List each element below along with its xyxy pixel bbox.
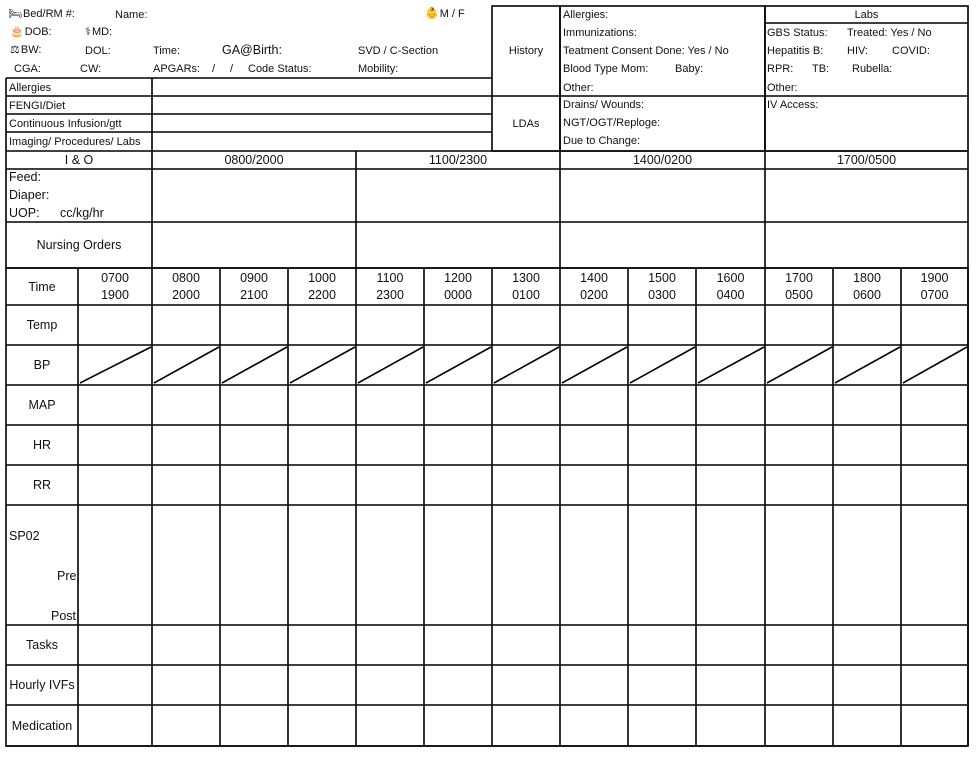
cw-label: CW: xyxy=(80,63,102,75)
day-time: 1700 xyxy=(785,271,813,285)
mobility-label: Mobility: xyxy=(358,63,399,75)
bp-diagonal xyxy=(903,347,967,383)
labs-gbs: GBS Status: xyxy=(767,27,828,39)
ldas-label: LDAs xyxy=(512,117,540,130)
night-time: 2200 xyxy=(308,288,336,302)
ga-birth-label: GA@Birth: xyxy=(222,43,282,57)
bp-diagonal xyxy=(426,347,491,383)
baby-icon: 👶 xyxy=(425,8,439,20)
night-time: 1900 xyxy=(101,288,129,302)
history-baby: Baby: xyxy=(675,63,704,75)
time-header-cell xyxy=(901,269,968,305)
time-header-cell xyxy=(492,269,560,305)
night-time: 0600 xyxy=(853,288,881,302)
apgar-slash-1: / xyxy=(212,63,216,75)
apgars-label: APGARs: xyxy=(153,63,201,75)
night-time: 0000 xyxy=(444,288,472,302)
bp-diagonal xyxy=(154,347,219,383)
time-header-cell xyxy=(560,269,628,305)
time-header-cell xyxy=(288,269,356,305)
day-time: 1800 xyxy=(853,271,881,285)
bed-rm-label: Bed/RM #: xyxy=(22,8,75,20)
time-row-label: Time xyxy=(28,279,56,294)
map-row-label: MAP xyxy=(28,398,56,412)
bp-row-label: BP xyxy=(33,358,51,372)
dob-field xyxy=(10,26,52,39)
fengi-diet-row-label: FENGI/Diet xyxy=(9,100,66,112)
labs-tb: TB: xyxy=(812,63,830,75)
labs-covid: COVID: xyxy=(892,45,930,57)
ldas-drains: Drains/ Wounds: xyxy=(563,99,645,111)
labs-rubella: Rubella: xyxy=(852,63,893,75)
labs-treated: Treated: Yes / No xyxy=(847,27,932,39)
ldas-ngt: NGT/OGT/Reploge: xyxy=(563,117,661,129)
ldas-due: Due to Change: xyxy=(563,135,641,147)
bp-diagonal xyxy=(698,347,764,383)
day-time: 1200 xyxy=(444,271,472,285)
continuous-infusion-row-label: Continuous Infusion/gtt xyxy=(9,118,122,130)
day-time: 1100 xyxy=(376,271,404,285)
bp-diagonal xyxy=(562,347,627,383)
io-shift-2: 1100/2300 xyxy=(428,153,488,167)
day-time: 1300 xyxy=(512,271,540,285)
time-label: Time: xyxy=(153,45,181,57)
night-time: 2300 xyxy=(376,288,404,302)
nursing-orders-label: Nursing Orders xyxy=(36,238,122,252)
cake-icon: 🎂 xyxy=(10,26,24,38)
time-header-cell xyxy=(628,269,696,305)
scale-icon: ⚖ xyxy=(10,44,20,56)
allergies-row-label: Allergies xyxy=(9,82,52,94)
night-time: 0200 xyxy=(580,288,608,302)
labs-hep-b: Hepatitis B: xyxy=(767,45,824,57)
time-header-cell xyxy=(833,269,901,305)
tasks-row-label: Tasks xyxy=(26,638,58,652)
code-status-label: Code Status: xyxy=(248,63,312,75)
time-header-cell xyxy=(424,269,492,305)
rr-row-label: RR xyxy=(32,478,52,492)
dob-label: DOB: xyxy=(24,26,52,38)
bw-label: BW: xyxy=(20,44,42,56)
md-field xyxy=(85,26,112,39)
labs-hiv: HIV: xyxy=(847,45,868,57)
io-uop: UOP: xyxy=(9,206,40,220)
night-time: 0300 xyxy=(648,288,676,302)
time-header-cell xyxy=(356,269,424,305)
hr-row-label: HR xyxy=(32,438,52,452)
io-label: I & O xyxy=(64,153,94,167)
sex-label: M / F xyxy=(439,8,465,20)
imaging-row-label: Imaging/ Procedures/ Labs xyxy=(9,136,141,148)
bp-diagonal xyxy=(767,347,832,383)
apgar-slash-2: / xyxy=(230,63,234,75)
day-time: 1600 xyxy=(716,271,745,285)
day-time: 0900 xyxy=(240,271,268,285)
labs-iv-access: IV Access: xyxy=(767,99,819,111)
labs-rpr: RPR: xyxy=(767,63,794,75)
stethoscope-icon: ⚕ xyxy=(85,26,91,38)
io-shift-1: 0800/2000 xyxy=(224,153,284,167)
bp-diagonal xyxy=(630,347,695,383)
time-header-cell xyxy=(78,269,152,305)
spo2-post-label: Post xyxy=(51,609,77,623)
time-header-cell xyxy=(696,269,765,305)
spo2-row-label: SP02 xyxy=(9,529,40,543)
bp-diagonal xyxy=(835,347,900,383)
day-time: 1500 xyxy=(648,271,676,285)
bp-diagonal xyxy=(222,347,287,383)
dol-label: DOL: xyxy=(85,45,111,57)
night-time: 0100 xyxy=(512,288,540,302)
io-shift-3: 1400/0200 xyxy=(632,153,693,167)
history-immunizations: Immunizations: xyxy=(563,27,637,39)
io-uop-unit: cc/kg/hr xyxy=(60,206,104,220)
bp-diagonal xyxy=(80,347,151,383)
bp-diagonal xyxy=(494,347,559,383)
history-blood-type-mom: Blood Type Mom: xyxy=(563,63,649,75)
spo2-pre-label: Pre xyxy=(57,569,77,583)
night-time: 0500 xyxy=(785,288,813,302)
labs-other: Other: xyxy=(767,82,798,94)
bp-diagonal xyxy=(358,347,423,383)
history-label: History xyxy=(508,45,544,57)
day-time: 0800 xyxy=(172,271,200,285)
day-time: 0700 xyxy=(101,271,129,285)
ivfs-row-label: Hourly IVFs xyxy=(9,678,75,692)
cga-label: CGA: xyxy=(14,63,41,75)
day-time: 1000 xyxy=(308,271,336,285)
night-time: 2100 xyxy=(240,288,268,302)
bed-rm-field xyxy=(8,8,75,21)
bw-field xyxy=(10,44,41,57)
history-consent: Teatment Consent Done: Yes / No xyxy=(563,45,729,57)
labs-title: Labs xyxy=(854,9,879,21)
delivery-label: SVD / C-Section xyxy=(358,45,439,57)
md-label: MD: xyxy=(91,26,113,38)
night-time: 2000 xyxy=(172,288,200,302)
io-diaper: Diaper: xyxy=(9,188,50,202)
name-label: Name: xyxy=(115,9,148,21)
history-allergies: Allergies: xyxy=(563,9,609,21)
bed-icon: 🛏 xyxy=(8,8,22,20)
medication-row-label: Medication xyxy=(11,718,73,733)
time-header-cell xyxy=(765,269,833,305)
time-header-cell xyxy=(220,269,288,305)
day-time: 1900 xyxy=(920,271,949,285)
history-other: Other: xyxy=(563,82,594,94)
night-time: 0700 xyxy=(920,288,949,302)
sex-field xyxy=(425,8,465,21)
day-time: 1400 xyxy=(580,271,608,285)
bp-diagonal xyxy=(290,347,355,383)
io-feed: Feed: xyxy=(9,170,41,184)
io-shift-4: 1700/0500 xyxy=(836,153,897,167)
temp-row-label: Temp xyxy=(26,318,58,332)
night-time: 0400 xyxy=(716,288,745,302)
time-header-cell xyxy=(152,269,220,305)
